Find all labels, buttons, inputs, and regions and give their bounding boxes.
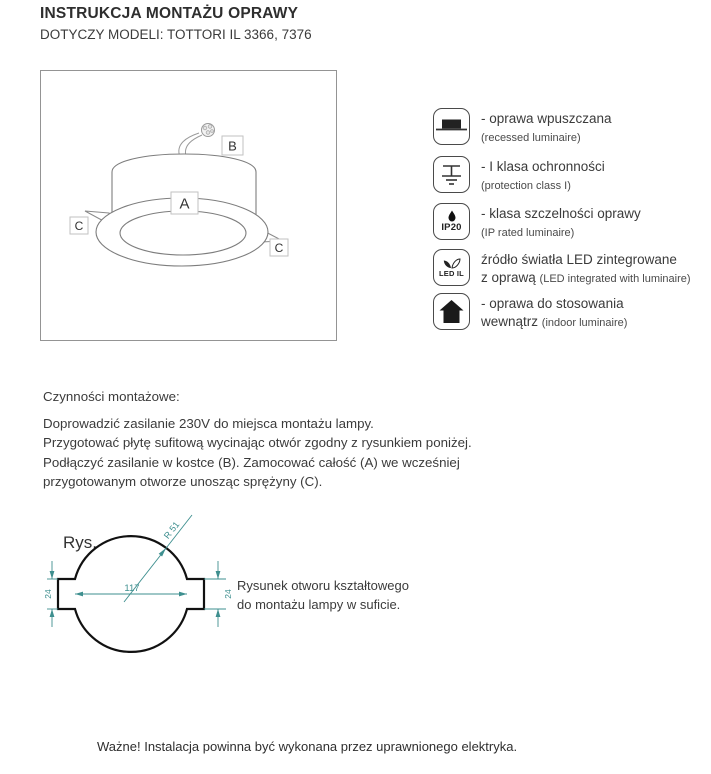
symbol-row-indoor — [433, 293, 627, 332]
symbol-note: (IP rated luminaire) — [481, 227, 575, 239]
cutout-drawing — [40, 505, 245, 670]
part-label-c-left — [70, 217, 88, 234]
part-label-b — [222, 136, 243, 155]
dim-notch-left-label: 24 — [43, 589, 53, 599]
symbol-title: - oprawa do stosowania — [481, 296, 624, 311]
instruction-line: przygotowanym otworze unosząc sprężyny (C). — [43, 474, 323, 490]
svg-text:A: A — [179, 195, 190, 213]
symbol-note: (LED integrated with luminaire) — [539, 273, 691, 285]
symbol-row-class1 — [433, 156, 605, 195]
page-title: INSTRUKCJA MONTAŻU OPRAWY — [40, 5, 299, 22]
part-label-c-right — [270, 239, 288, 256]
dim-width-label: 117 — [124, 583, 140, 594]
luminaire-diagram-box — [40, 70, 337, 341]
led-leaf-icon — [433, 249, 470, 286]
symbol-title-2: z oprawą — [481, 270, 536, 285]
protection-class-icon — [433, 156, 470, 193]
header — [40, 5, 312, 42]
warning-text: Ważne! Instalacja powinna być wykonana przez uprawnionego elektryka. — [97, 739, 518, 754]
drawing-caption-line: do montażu lampy w suficie. — [237, 597, 401, 612]
symbol-note: (recessed luminaire) — [481, 132, 581, 144]
drawing-label: Rys. — [63, 533, 97, 552]
instruction-line: Doprowadzić zasilanie 230V do miejsca montażu lampy. — [43, 416, 374, 431]
instructions-heading: Czynności montażowe: — [43, 389, 180, 404]
svg-text:C: C — [274, 241, 284, 255]
symbol-title: - klasa szczelności oprawy — [481, 206, 641, 221]
symbol-row-ip — [433, 203, 641, 242]
symbol-title-2: wewnątrz — [481, 314, 539, 329]
led-il-text: LED IL — [439, 269, 464, 278]
symbol-note: (protection class I) — [481, 180, 571, 192]
luminaire-diagram — [41, 71, 336, 340]
dimension-lines — [43, 515, 233, 627]
ip-rating-icon — [433, 203, 470, 240]
instructions-body — [43, 414, 472, 492]
symbol-note: (indoor luminaire) — [541, 317, 628, 329]
drawing-caption — [237, 576, 409, 614]
page-subtitle: DOTYCZY MODELI: TOTTORI IL 3366, 7376 — [40, 27, 312, 42]
drawing-caption-line: Rysunek otworu kształtowego — [237, 578, 409, 593]
wire-connector — [202, 124, 215, 137]
instruction-line: Przygotować płytę sufitową wycinając otwór zgodny z rysunkiem poniżej. — [43, 435, 472, 451]
part-label-a — [171, 192, 198, 214]
symbol-row-led — [433, 249, 691, 288]
symbol-title: - I klasa ochronności — [481, 159, 605, 174]
ip-rating-text: IP20 — [441, 222, 462, 233]
dim-notch-right-label: 24 — [223, 589, 233, 599]
symbol-title: źródło światła LED zintegrowane — [481, 252, 677, 267]
dim-radius-label: R 51 — [161, 519, 182, 541]
power-cable — [179, 133, 202, 157]
recessed-luminaire-icon — [433, 108, 470, 145]
svg-text:C: C — [74, 219, 84, 233]
instruction-line: Podłączyć zasilanie w kostce (B). Zamocować całość (A) we wcześniej — [43, 454, 460, 470]
svg-text:B: B — [228, 138, 237, 154]
house-icon — [433, 293, 470, 330]
symbol-title: - oprawa wpuszczana — [481, 111, 612, 126]
symbol-row-recessed — [433, 108, 612, 147]
